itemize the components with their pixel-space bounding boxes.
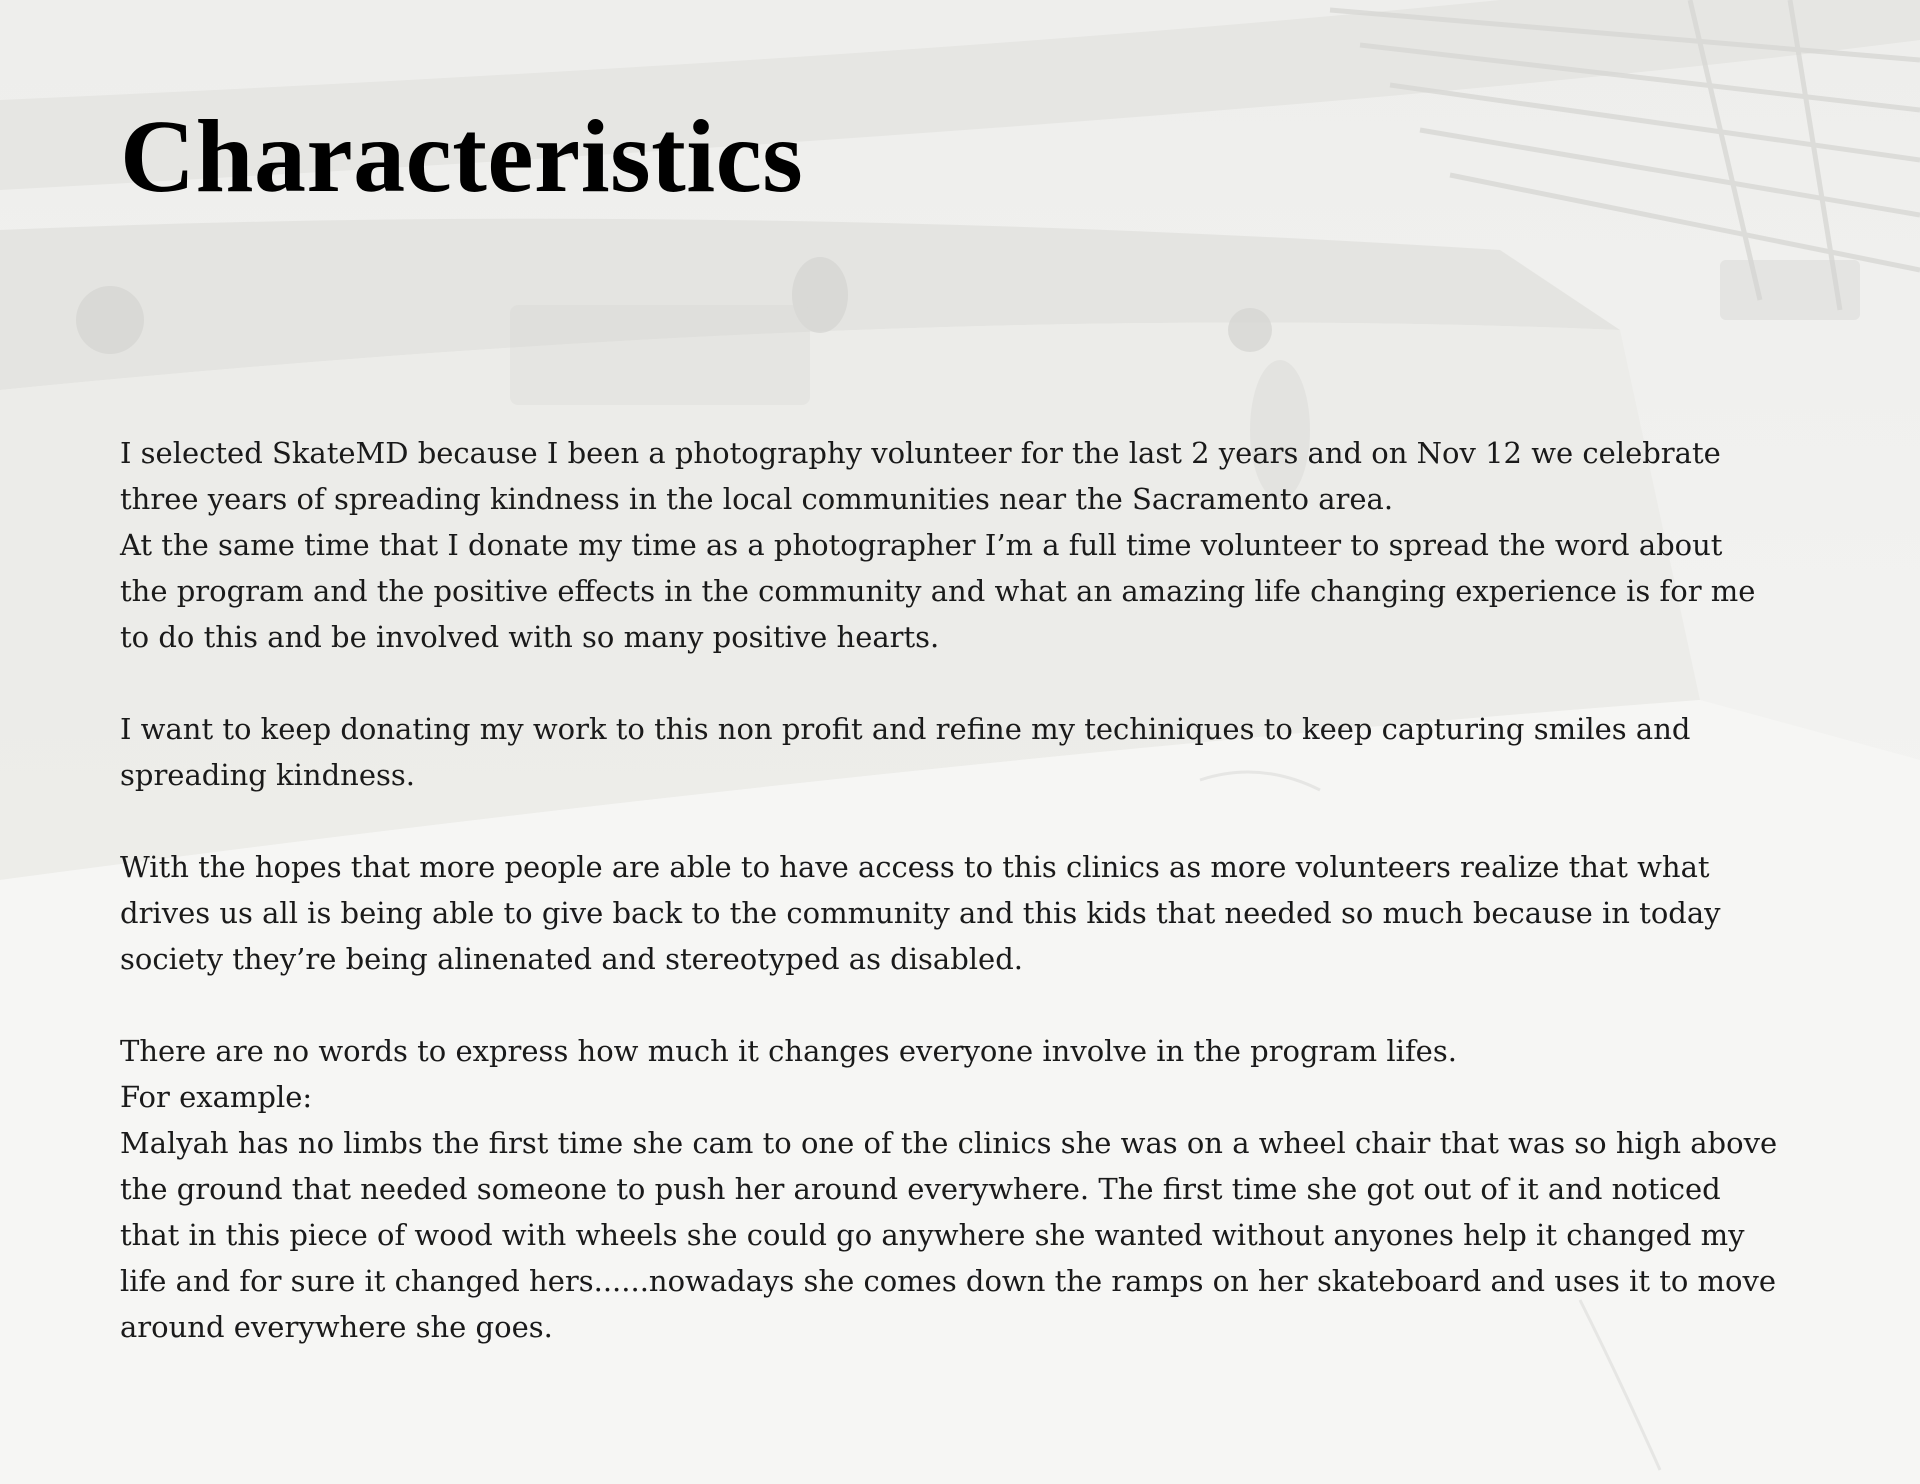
text-line: around everywhere she goes. (120, 1310, 553, 1344)
text-line: I selected SkateMD because I been a photography volunteer for the last 2 years and on Nov 12 we celebrate (120, 436, 1721, 470)
text-line: life and for sure it changed hers......nowadays she comes down the ramps on her skateboard and uses it to move (120, 1264, 1777, 1298)
text-line: that in this piece of wood with wheels she could go anywhere she wanted without anyones help it changed my (120, 1218, 1745, 1252)
text-line: three years of spreading kindness in the local communities near the Sacramento area. (120, 482, 1394, 516)
text-line: spreading kindness. (120, 758, 415, 792)
text-line: the ground that needed someone to push her around everywhere. The first time she got out of it and noticed (120, 1172, 1721, 1206)
text-line: drives us all is being able to give back to the community and this kids that needed so much because in today (120, 896, 1721, 930)
text-line: Malyah has no limbs the first time she cam to one of the clinics she was on a wheel chair that was so high above (120, 1126, 1778, 1160)
text-line: For example: (120, 1080, 313, 1114)
text-line: There are no words to express how much it changes everyone involve in the program lifes. (120, 1034, 1457, 1068)
paragraph-selection-reason (120, 430, 1820, 660)
document-content (120, 99, 1820, 1344)
body-text (120, 430, 1820, 1396)
text-line: With the hopes that more people are able to have access to this clinics as more volunteers realize that what (120, 850, 1710, 884)
paragraph-hopes (120, 844, 1820, 982)
text-line: I want to keep donating my work to this non profit and refine my techiniques to keep capturing smiles and (120, 712, 1691, 746)
text-line: the program and the positive effects in the community and what an amazing life changing experience is for me (120, 574, 1756, 608)
text-line: society they’re being alinenated and stereotyped as disabled. (120, 942, 1023, 976)
paragraph-example (120, 1028, 1820, 1350)
text-line: to do this and be involved with so many positive hearts. (120, 620, 940, 654)
text-line: At the same time that I donate my time as a photographer I’m a full time volunteer to spread the word about (120, 528, 1723, 562)
paragraph-goal (120, 706, 1820, 798)
page-title: Characteristics (120, 99, 804, 214)
